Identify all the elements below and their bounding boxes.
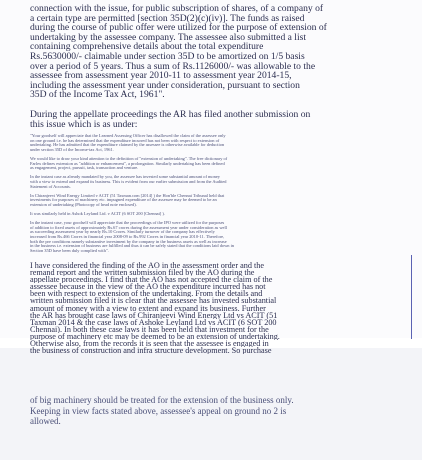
intro-line: 35D of the Income Tax Act, 1961".	[30, 90, 165, 100]
quoted-line: as engagement, project, pursuit, task, transaction and venture.	[30, 166, 139, 171]
quoted-line: as succeeding assessment year by nearly Rs.10 Crores. Similarly turnover of the company has effectively	[30, 230, 215, 235]
finding-line: amount of money with a view to extent and expand its business. Further	[30, 304, 266, 312]
finding-line: remand report and the written submission filed by the AO during the	[30, 269, 255, 277]
intro-line: a certain type are permitted [section 35D(2)(c)(iv)]. The funds as raised	[30, 13, 305, 24]
continuation-line: allowed.	[30, 416, 61, 427]
intro-line: during the course of public offer were utilized for the purpose of extension of	[30, 23, 327, 33]
quoted-line: undertaking. He has admitted that the expenditure claimed by the assessee is otherwise available for deduction	[30, 143, 225, 148]
finding-line: assessee because in the view of the AO the expenditure incurred has not	[30, 283, 266, 291]
quoted-line: We would like to draw your kind attention to the definition of "extension of undertaking". The free dictionary of	[30, 156, 228, 161]
finding-line: appellate proceedings. I find that the AO has not accepted the claim of the	[30, 276, 273, 284]
quoted-line: Statement of Accounts.	[30, 184, 71, 189]
finding-line: been with respect to extension of the undertaking. From the details and	[30, 290, 263, 298]
appellate-proceedings-paragraph	[30, 110, 408, 130]
continuation-paragraph	[30, 395, 408, 427]
quoted-line: "Your goodself will appreciate that the Learned Assessing Officer has disallowed the claim of the assessee only	[30, 134, 226, 138]
quoted-line: on one ground i.e. he has determined that the expenditure incurred has not been with respect to extension of	[30, 138, 220, 143]
quoted-line: investments for purposes of machinery etc. impugned expenditure of the assessee may be deemed to be an	[30, 198, 217, 203]
continuation-line: Keeping in view facts stated above, assessee's appeal on ground no 2 is	[30, 405, 287, 416]
finding-line: I have considered the finding of the AO in the assessment order and the	[30, 262, 264, 270]
quoted-line: In Chiranjeevi Wind Energy Limited v ACIT (51 Taxman.com [2014] ) the Hon'ble Chennai Tribunal held that	[30, 193, 225, 198]
quoted-line: of addition to fixed assets of approximately Rs.67 crores during the assessment year under consideration as well	[30, 225, 227, 230]
intro-line: undertaking by the assessee company. The assessee also submitted a list	[30, 32, 307, 43]
finding-line: purpose of machinery etc may be deemed to be an extension of undertaking.	[30, 332, 280, 341]
finding-line: the business of construction and infra structure development. So purchase	[30, 347, 272, 355]
finding-line: the AR has brought case laws of Chiranjeevi Wind Energy Ltd vs ACIT (51	[30, 311, 278, 319]
intro-line: connection with the issue, for public subscription of shares, of a company of	[30, 4, 324, 14]
quoted-line: extension of undertaking (Photocopy of head note enclosed).	[30, 202, 137, 207]
appellate-line: During the appellate proceedings the AR has filed another submission on	[30, 110, 311, 120]
finding-line: Otherwise also, from the records it is seen that the assessee is engaged in	[30, 340, 269, 348]
quoted-line: with a view to extend and expand its business. This is evident from our earlier submission and from the Audited	[30, 179, 227, 184]
finding-line: Taxman 2014 & the case laws of Ashoke Leyland Ltd vs ACIT (6 SOT 200	[30, 318, 277, 326]
finding-line: written submission filed it is clear that the assessee has invested substantial	[30, 297, 277, 305]
quoted-line: increased from Rs.466 Crores in financial year 2008-09 to Rs.992 Crores in financial year 2010-11. Therefore,	[30, 235, 225, 240]
intro-line: assessee from assessment year 2010-11 to assessment year 2014-15,	[30, 71, 292, 81]
intro-line: containing comprehensive details about the total expenditure	[30, 42, 264, 52]
finding-line: Chennai). In both these case laws it has been held that investment for the	[30, 325, 269, 333]
appellate-line: this issue which is as under:	[30, 120, 138, 130]
quoted-line: both the pre conditions namely substantive investment by the company in the business assets as well as increase	[30, 239, 227, 244]
finding-paragraph	[30, 262, 408, 354]
intro-line: over a period of 5 years. Thus a sum of Rs.1126000/- was allowable to the	[30, 61, 316, 72]
quoted-line: Farlex defines extension as "addition or enhancement", a prolongation. Similarly undertaking has been defined	[30, 161, 225, 166]
continuation-line: of big machinery should be treated for the extension of the business only.	[30, 395, 294, 405]
quoted-line: It was similarly held in Ashok Leyland Ltd. v ACIT (6 SOT 200 [Chennai] ).	[30, 212, 165, 217]
quoted-line: In the instant case as already mandated by you, the assessee has invested some substantial amount of money	[30, 175, 220, 180]
quoted-line: under section 35D of the Income-tax Act, 1961.	[30, 147, 114, 152]
intro-line: including the assessment year under consideration, pursuant to section	[30, 80, 300, 91]
quoted-line: Section 35D have been duly complied with".	[30, 248, 109, 253]
quoted-submission	[30, 134, 408, 253]
quoted-line: in the business i.e. extension of business are fulfilled and thus it can be safely stated that the conditions laid down in	[30, 244, 234, 249]
quoted-line: In the instant case, your goodself will appreciate that the proceedings of the IPO were utilized for the purposes	[30, 221, 225, 226]
intro-line: Rs.5630000/- claimable under section 35D to be amortized on 1/5 basis	[30, 51, 305, 62]
intro-paragraph	[30, 4, 408, 100]
